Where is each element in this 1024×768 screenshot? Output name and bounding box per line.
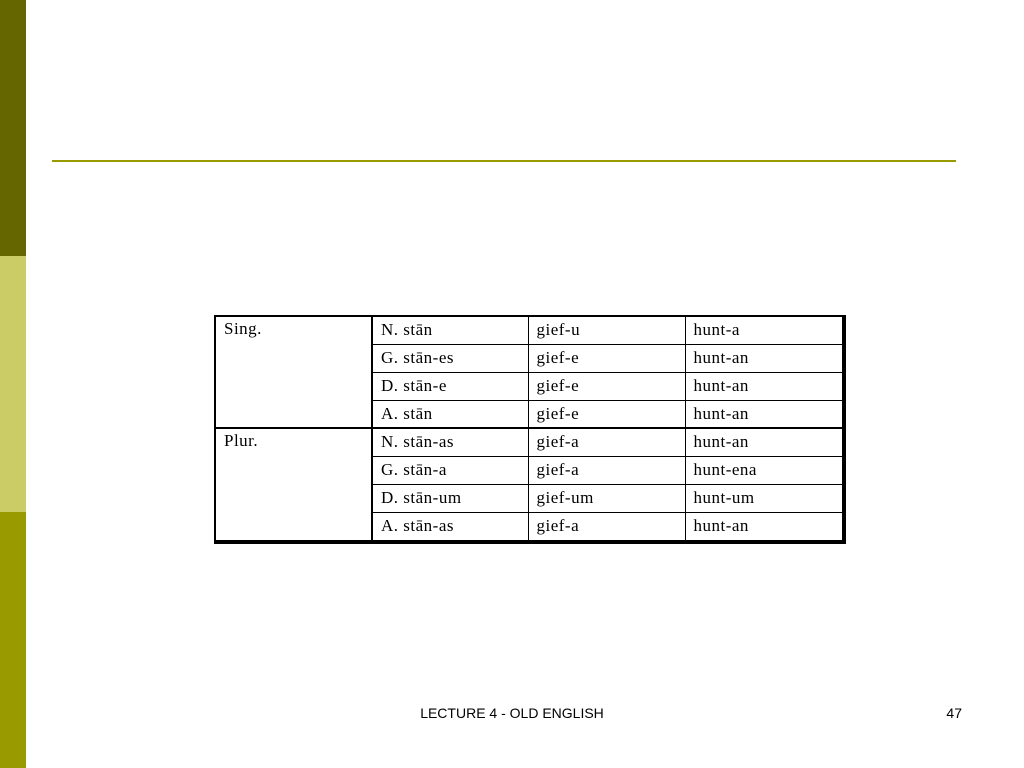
table-cell: hunt-an bbox=[685, 428, 842, 456]
table-cell: hunt-an bbox=[685, 512, 842, 540]
table-cell: hunt-an bbox=[685, 400, 842, 428]
number-label-singular: Sing. bbox=[215, 316, 372, 428]
table-cell: N. stān bbox=[372, 316, 528, 344]
number-label-plural: Plur. bbox=[215, 428, 372, 540]
table-cell: G. stān-es bbox=[372, 344, 528, 372]
table-cell: D. stān-e bbox=[372, 372, 528, 400]
table-cell: gief-um bbox=[528, 484, 685, 512]
side-bar-middle bbox=[0, 256, 26, 512]
side-bar-top bbox=[0, 0, 26, 256]
table-cell: hunt-an bbox=[685, 372, 842, 400]
table-cell: N. stān-as bbox=[372, 428, 528, 456]
table-cell: hunt-a bbox=[685, 316, 842, 344]
table-cell: G. stān-a bbox=[372, 456, 528, 484]
table-cell: gief-a bbox=[528, 512, 685, 540]
declension-table-frame bbox=[214, 315, 846, 544]
table-cell: gief-a bbox=[528, 456, 685, 484]
table-cell: gief-e bbox=[528, 400, 685, 428]
table-cell: A. stān-as bbox=[372, 512, 528, 540]
slide-number: 47 bbox=[946, 705, 962, 721]
table-cell: hunt-um bbox=[685, 484, 842, 512]
table-cell: gief-a bbox=[528, 428, 685, 456]
declension-table bbox=[214, 315, 843, 541]
table-cell: D. stān-um bbox=[372, 484, 528, 512]
table-cell: hunt-an bbox=[685, 344, 842, 372]
table-cell: gief-e bbox=[528, 344, 685, 372]
table-cell: hunt-ena bbox=[685, 456, 842, 484]
title-divider bbox=[52, 160, 956, 162]
table-cell: A. stān bbox=[372, 400, 528, 428]
side-bar-bottom bbox=[0, 512, 26, 768]
table-cell: gief-u bbox=[528, 316, 685, 344]
table-row bbox=[215, 428, 842, 456]
table-row bbox=[215, 316, 842, 344]
table-cell: gief-e bbox=[528, 372, 685, 400]
footer-lecture-title: LECTURE 4 - OLD ENGLISH bbox=[420, 705, 604, 721]
